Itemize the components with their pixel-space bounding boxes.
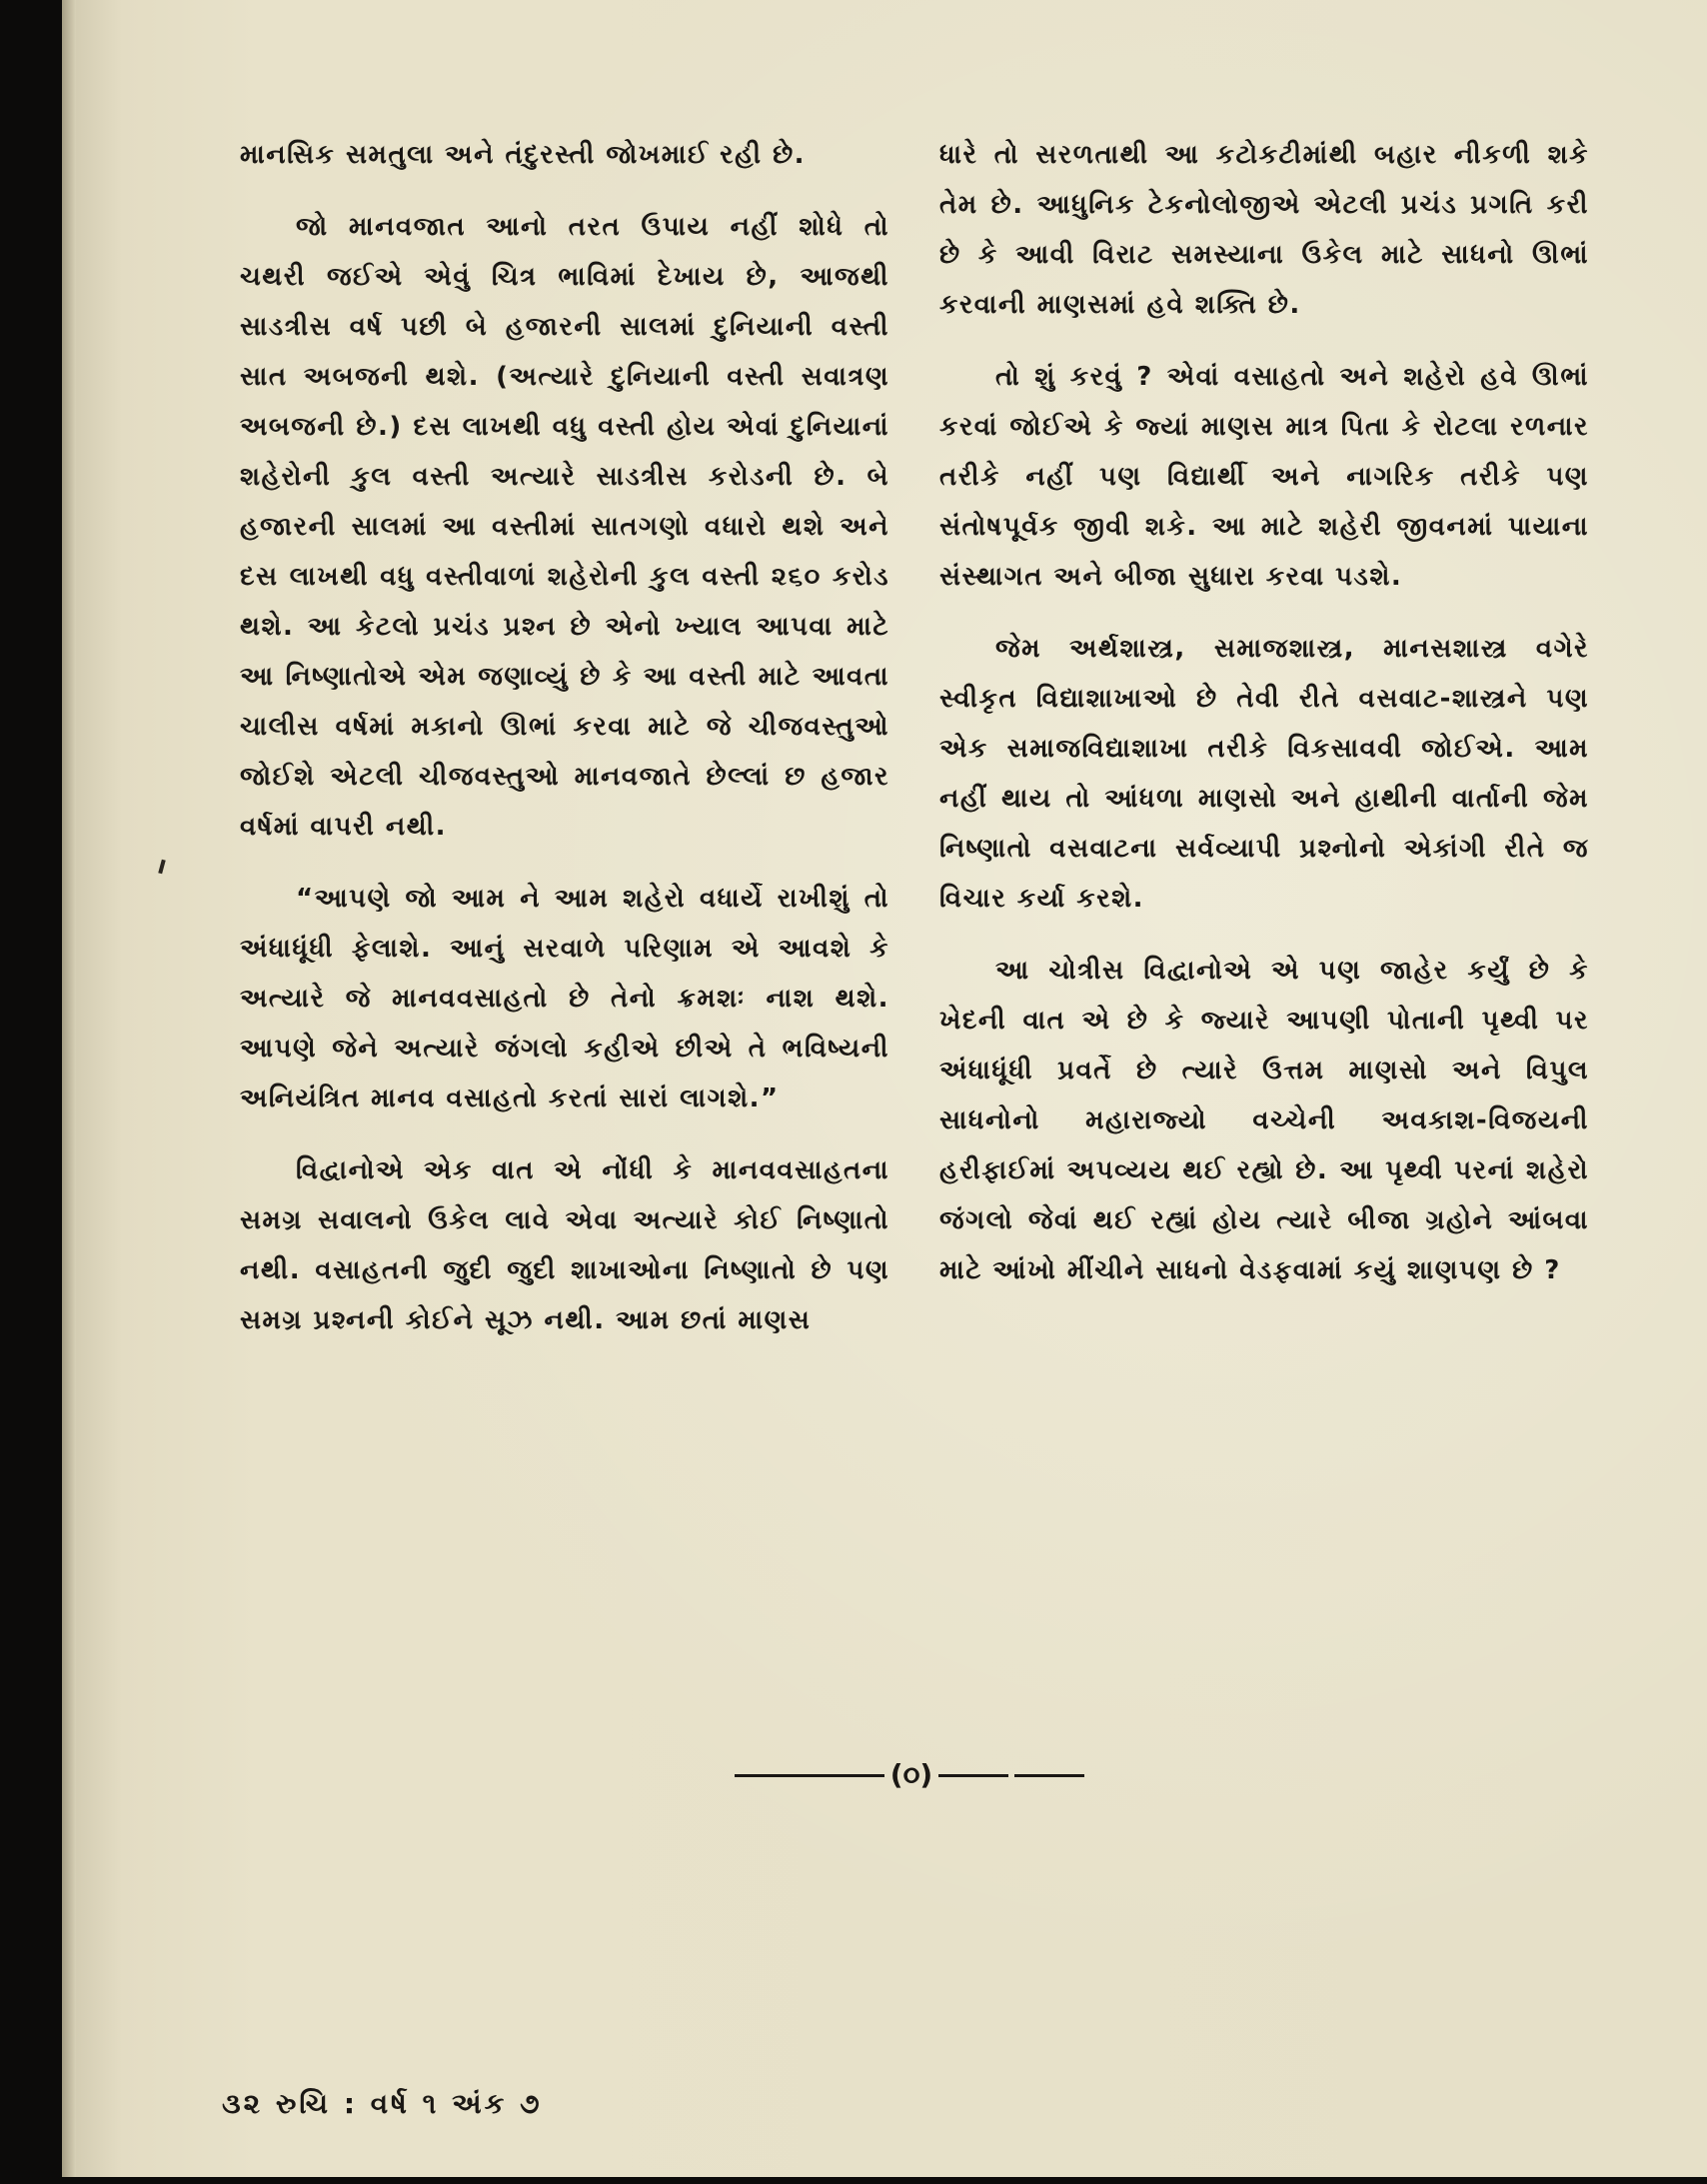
- divider-line-right: [938, 1774, 1008, 1777]
- right-paragraph-4: આ ચોત્રીસ વિદ્વાનોએ એ પણ જાહેર કર્યું છે કે ખેદની વાત એ છે કે જ્યારે આપણી પોતાની પૃથ્વી પર અંધાધૂંધી પ્રવર્તે છે ત્યારે ઉત્તમ માણસો અને વિપુલ સાધનોનો મહારાજ્યો વચ્ચેની અવકાશ-વિજયની હરીફાઈમાં અપવ્યય થઈ રહ્યો છે. આ પૃથ્વી પરનાં શહેરો જંગલો જેવાં થઈ રહ્યાં હોય ત્યારે બીજા ગ્રહોને આંબવા માટે આંખો મીંચીને સાધનો વેડફવામાં કયું શાણપણ છે ?: [939, 956, 1589, 1285]
- right-column: [939, 130, 1589, 1317]
- left-paragraph-4: વિદ્વાનોએ એક વાત એ નોંધી કે માનવવસાહતના સમગ્ર સવાલનો ઉકેલ લાવે એવા અત્યારે કોઈ નિષ્ણાતો નથી. વસાહતની જુદી જુદી શાખાઓના નિષ્ણાતો છે પણ સમગ્ર પ્રશ્નની કોઈને સૂઝ નથી. આમ છતાં માણસ: [240, 1155, 889, 1335]
- right-paragraph-3: જેમ અર્થશાસ્ત્ર, સમાજશાસ્ત્ર, માનસશાસ્ત્ર વગેરે સ્વીકૃત વિદ્યાશાખાઓ છે તેવી રીતે વસવાટ-શાસ્ત્રને પણ એક સમાજવિદ્યાશાખા તરીકે વિકસાવવી જોઈએ. આમ નહીં થાય તો આંધળા માણસો અને હાથીની વાર્તાની જેમ નિષ્ણાતો વસવાટના સર્વવ્યાપી પ્રશ્નોનો એકાંગી રીતે જ વિચાર કર્યા કરશે.: [939, 634, 1589, 914]
- left-paragraph-1: માનસિક સમતુલા અને તંદુરસ્તી જોખમાઈ રહી છે.: [240, 140, 807, 170]
- left-column: [240, 130, 889, 1367]
- page-folio: ૩૨ રુચિ : વર્ષ ૧ અંક ૭: [222, 2087, 543, 2120]
- left-quote-paragraph: “આપણે જો આમ ને આમ શહેરો વધાર્યે રાખીશું તો અંધાધૂંધી ફેલાશે. આનું સરવાળે પરિણામ એ આવશે કે અત્યારે જે માનવવસાહતો છે તેનો ક્રમશઃ નાશ થશે. આપણે જેને અત્યારે જંગલો કહીએ છીએ તે ભવિષ્યની અનિયંત્રિત માનવ વસાહતો કરતાં સારાં લાગશે.”: [240, 884, 889, 1113]
- left-paragraph-2: જો માનવજાત આનો તરત ઉપાય નહીં શોધે તો ચથરી જઈએ એવું ચિત્ર ભાવિમાં દેખાય છે, આજથી સાડત્રીસ વર્ષ પછી બે હજારની સાલમાં દુનિયાની વસ્તી સાત અબજની થશે. (અત્યારે દુનિયાની વસ્તી સવાત્રણ અબજની છે.) દસ લાખથી વધુ વસ્તી હોય એવાં દુનિયાનાં શહેરોની કુલ વસ્તી અત્યારે સાડત્રીસ કરોડની છે. બે હજારની સાલમાં આ વસ્તીમાં સાતગણો વધારો થશે અને દસ લાખથી વધુ વસ્તીવાળાં શહેરોની કુલ વસ્તી ૨૬૦ કરોડ થશે. આ કેટલો પ્રચંડ પ્રશ્ન છે એનો ખ્યાલ આપવા માટે આ નિષ્ણાતોએ એમ જણાવ્યું છે કે આ વસ્તી માટે આવતા ચાલીસ વર્ષમાં મકાનો ઊભાં કરવા માટે જે ચીજવસ્તુઓ જોઈશે એટલી ચીજવસ્તુઓ માનવજાતે છેલ્લાં છ હજાર વર્ષમાં વાપરી નથી.: [240, 212, 889, 842]
- divider-mark: (૦): [889, 1758, 933, 1791]
- right-paragraph-1: ધારે તો સરળતાથી આ કટોકટીમાંથી બહાર નીકળી શકે તેમ છે. આધુનિક ટેકનોલોજીએ એટલી પ્રચંડ પ્રગતિ કરી છે કે આવી વિરાટ સમસ્યાના ઉકેલ માટે સાધનો ઊભાં કરવાની માણસમાં હવે શક્તિ છે.: [939, 140, 1589, 320]
- divider-line-left: [735, 1774, 884, 1777]
- right-paragraph-2: તો શું કરવું ? એવાં વસાહતો અને શહેરો હવે ઊભાં કરવાં જોઈએ કે જ્યાં માણસ માત્ર પિતા કે રોટલા રળનાર તરીકે નહીં પણ વિદ્યાર્થી અને નાગરિક તરીકે પણ સંતોષપૂર્વક જીવી શકે. આ માટે શહેરી જીવનમાં પાયાના સંસ્થાગત અને બીજા સુધારા કરવા પડશે.: [939, 362, 1589, 592]
- page-edge: [62, 0, 76, 2177]
- divider-line-right-2: [1014, 1774, 1084, 1777]
- section-divider: [730, 1755, 1089, 1795]
